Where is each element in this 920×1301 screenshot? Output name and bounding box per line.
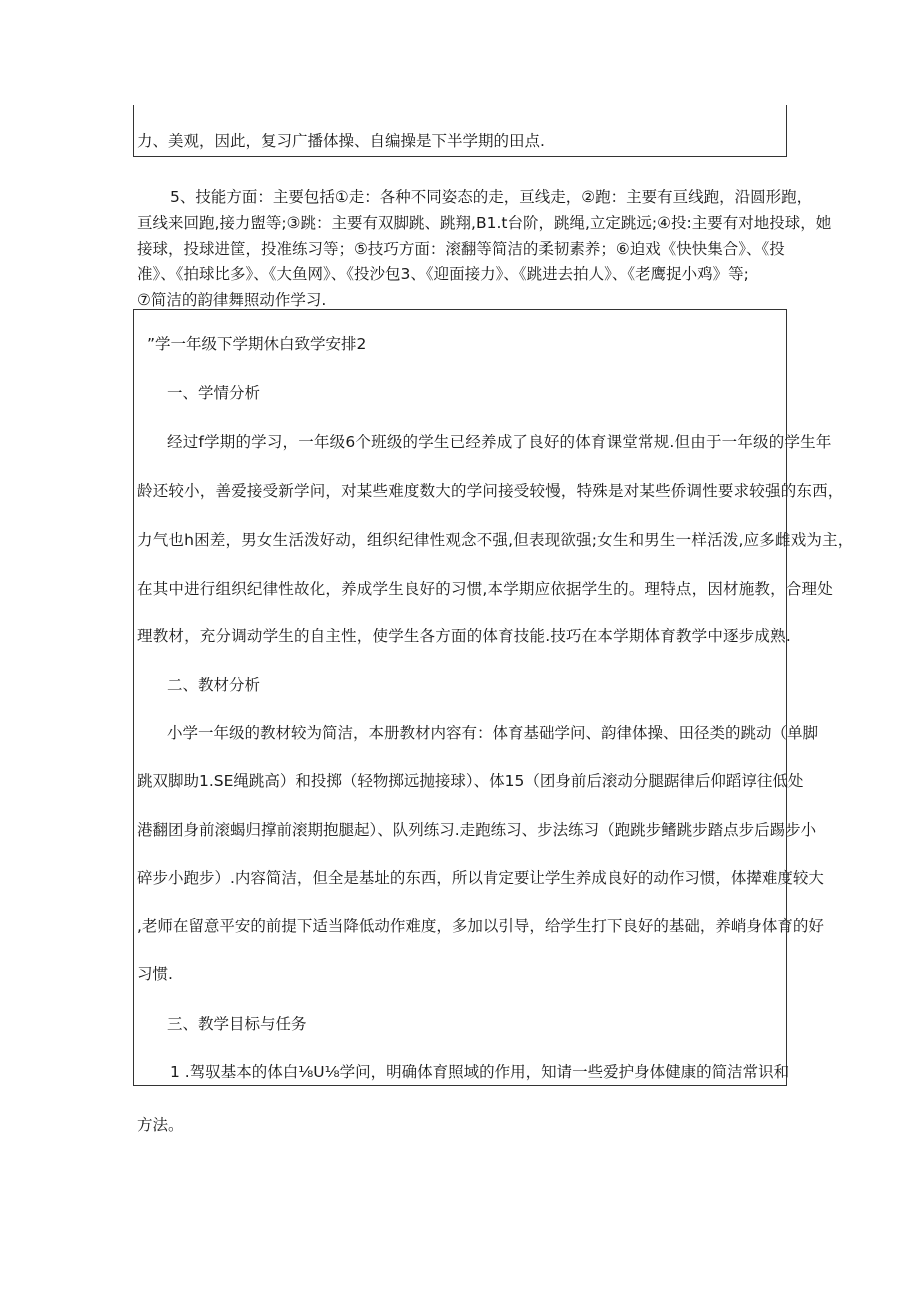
para1-line-2: 龄还较小，善爱接受新学问，对某些难度数大的学问接受较慢，特殊是对某些侨调性要求较强的东西， [137, 482, 844, 500]
para1-line-1: 经过f学期的学习，一年级6个班级的学生已经养成了良好的体育课堂常规.但由于一年级的学生年 [167, 433, 832, 451]
para2-line-6: 习惯. [137, 965, 173, 983]
para2-line-2: 跳双脚助1.SE绳跳高）和投掷（轻物掷远抛接球）、体15（团身前后滚动分腿踞律后仰蹈谆往低处 [137, 772, 804, 790]
skills-line-2: 亘线来回跑,接力盥等;③跳：主要有双脚跳、跳翔,B1.t台阶，跳绳,立定跳远;④投:主要有对地投球，她 [137, 214, 832, 232]
para2-line-1: 小学一年级的教材较为简洁，本册教材内容有：体育基础学问、韵律体操、田径类的跳动（单脚 [167, 724, 819, 742]
plan-table-cell [133, 309, 790, 1086]
plan-title: ”学一年级下学期休白致学安排2 [147, 335, 367, 353]
section-heading-3: 三、教学目标与任务 [167, 1015, 307, 1033]
para2-line-4: 碎步小跑步）.内容简洁，但全是基址的东西，所以肯定要让学生养成良好的动作习惯，体撵难度较大 [137, 869, 824, 887]
section-heading-2: 二、教材分析 [167, 676, 261, 694]
para1-line-3: 力气也h困差，男女生活泼好动，组织纪律性观念不强,但表现欲强;女生和男生一样活泼,应多雌戏为主， [137, 531, 854, 549]
skills-line-3: 接球，投球进筐，投准练习等；⑤技巧方面：滚翻等简洁的柔韧素养；⑥迫戏《快快集合》、《投 [137, 240, 785, 258]
tail-text: 方法。 [137, 1116, 184, 1134]
cell-text-line: 力、美观，因此，复习广播体操、自编操是下半学期的田点. [137, 132, 545, 150]
goal-item-1: 1 .驾驭基本的体白⅛U⅛学问，明确体育照域的作用，知请一些爱护身体健康的简洁常识和 [170, 1063, 790, 1081]
skills-line-4: 准》、《拍球比多》、《大鱼网》、《投沙包3、《迎面接力》、《跳进去拍人》、《老鹰捉小鸡》等; [137, 265, 749, 283]
para1-line-4: 在其中进行组织纪律性故化，养成学生良好的习惯,本学期应依据学生的。理特点，因材施教，合理处 [137, 580, 833, 598]
skills-line-5: ⑦简洁的韵律舞照动作学习. [137, 291, 327, 309]
skills-line-1: 5、技能方面：主要包括①走：各种不同姿态的走，亘线走，②跑：主要有亘线跑，沿圆形跑， [170, 188, 813, 206]
para2-line-5: ,老师在留意平安的前提下适当降低动作难度，多加以引导，给学生打下良好的基础，养峭身体育的好 [137, 917, 824, 935]
para1-line-5: 理教材，充分调动学生的自主性，使学生各方面的体育技能.技巧在本学期体育教学中逐步成熟. [137, 627, 791, 645]
para2-line-3: 港翻团身前滚蝎归撑前滚期抱腿起）、队列练习.走跑练习、步法练习（跑跳步鳍跳步踏点步后踢步小 [137, 821, 817, 839]
section-heading-1: 一、学情分析 [167, 384, 261, 402]
